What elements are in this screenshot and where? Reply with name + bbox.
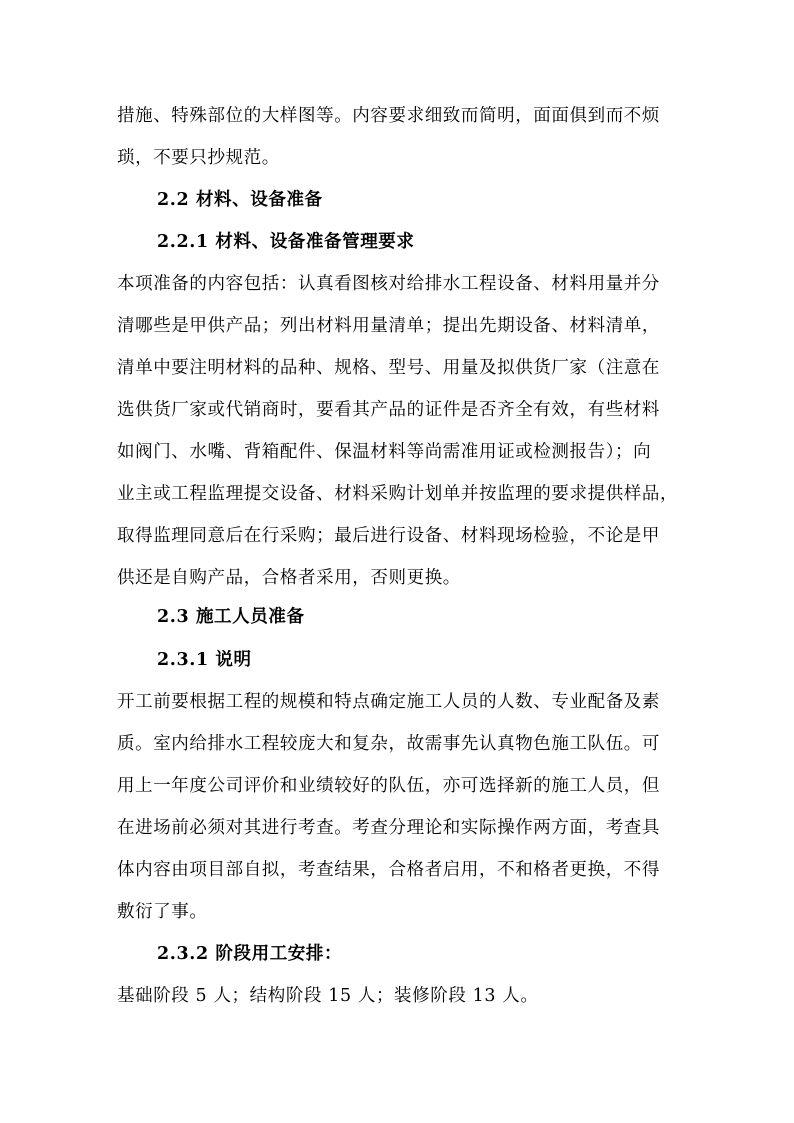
body-text-line: 清哪些是甲供产品；列出材料用量清单；提出先期设备、材料清单， xyxy=(117,316,660,336)
body-text-line: 基础阶段 5 人；结构阶段 15 人；装修阶段 13 人。 xyxy=(117,986,539,1006)
body-text-line: 如阀门、水嘴、背箱配件、保温材料等尚需准用证或检测报告）；向 xyxy=(117,442,652,462)
section-heading-2-3-1: 2.3.1 说明 xyxy=(157,650,252,670)
body-text-line: 本项准备的内容包括：认真看图核对给排水工程设备、材料用量并分 xyxy=(117,274,660,294)
section-heading-2-2-1: 2.2.1 材料、设备准备管理要求 xyxy=(157,232,415,252)
body-text-line: 开工前要根据工程的规模和特点确定施工人员的人数、专业配备及素 xyxy=(117,692,660,712)
body-text-line: 选供货厂家或代销商时，要看其产品的证件是否齐全有效，有些材料 xyxy=(117,400,660,420)
body-text-line: 供还是自购产品，合格者采用，否则更换。 xyxy=(117,568,461,588)
section-heading-2-3: 2.3 施工人员准备 xyxy=(157,607,305,627)
body-text-line: 取得监理同意后在行采购；最后进行设备、材料现场检验，不论是甲 xyxy=(117,526,660,546)
body-text-line: 清单中要注明材料的品种、规格、型号、用量及拟供货厂家（注意在 xyxy=(117,358,660,378)
section-heading-2-3-2: 2.3.2 阶段用工安排： xyxy=(157,944,343,964)
section-heading-2-2: 2.2 材料、设备准备 xyxy=(157,190,323,210)
body-text-line: 质。室内给排水工程较庞大和复杂，故需事先认真物色施工队伍。可 xyxy=(117,734,660,754)
body-text-line: 在进场前必须对其进行考查。考查分理论和实际操作两方面，考查具 xyxy=(117,818,660,838)
body-text-line: 敷衍了事。 xyxy=(117,902,208,922)
body-text-line: 业主或工程监理提交设备、材料采购计划单并按监理的要求提供样品， xyxy=(117,484,679,504)
body-text-line: 用上一年度公司评价和业绩较好的队伍，亦可选择新的施工人员，但 xyxy=(117,776,660,796)
body-text-line: 体内容由项目部自拟，考查结果，合格者启用，不和格者更换，不得 xyxy=(117,860,660,880)
body-text-line: 琐，不要只抄规范。 xyxy=(117,148,280,168)
body-text-line: 措施、特殊部位的大样图等。内容要求细致而简明，面面俱到而不烦 xyxy=(117,106,660,126)
